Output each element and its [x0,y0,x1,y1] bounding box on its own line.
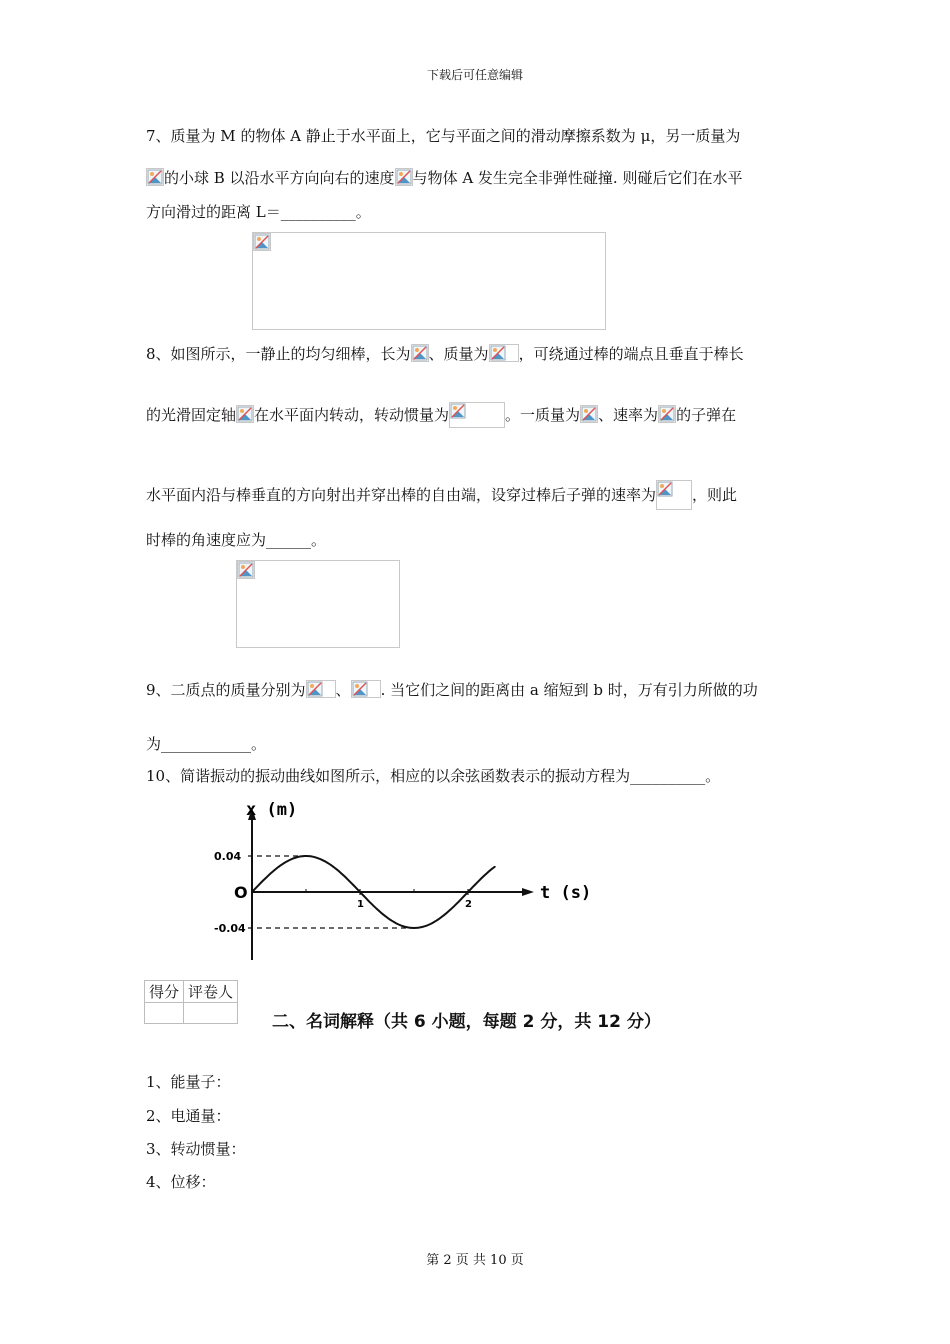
q8-line2 [146,402,736,428]
data-point [359,891,361,893]
q7-figure-placeholder [252,232,606,330]
page-footer: 第 2 页 共 10 页 [426,1253,524,1268]
y-tick-label: -0.04 [214,922,246,935]
section2-title: 二、名词解释（共 6 小题，每题 2 分，共 12 分） [272,1012,661,1032]
q7-line3: 方向滑过的距离 L＝__________。 [146,203,371,221]
q7-text-a: 的小球 B 以沿水平方向向右的速度 [164,169,395,187]
q8-text-e: 在水平面内转动，转动惯量为 [254,406,450,424]
page-header: 下载后可任意编辑 [426,68,523,82]
q8-text-j: ，则此 [692,486,738,504]
broken-image-icon [580,405,598,423]
x-axis-label: t (s) [540,883,592,903]
broken-image-icon [658,405,676,423]
data-point [467,891,469,893]
broken-image-icon [146,168,164,186]
q8-text-i: 水平面内沿与棒垂直的方向射出并穿出棒的自由端，设穿过棒后子弹的速率为 [146,486,657,504]
q7-line2 [146,168,742,188]
broken-image-icon [306,680,336,698]
q8-line1 [146,344,744,364]
x-tick-label: 1 [357,899,364,910]
grader-header: 评卷人 [184,981,238,1003]
q9-text-b: 、 [335,681,351,699]
broken-image-icon [236,405,254,423]
q8-text-c: ，可绕通过棒的端点且垂直于棒长 [518,345,744,363]
data-point [494,866,496,868]
score-header: 得分 [145,981,184,1003]
data-point [440,916,442,918]
broken-image-icon [395,168,413,186]
score-table [144,980,238,1024]
broken-image-icon [489,344,519,362]
score-cell [145,1003,184,1024]
data-point [332,866,334,868]
grader-cell [184,1003,238,1024]
data-point [251,891,253,893]
q7-text-b: 与物体 A 发生完全非弹性碰撞. 则碰后它们在水平 [412,169,743,187]
q8-line4: 时棒的角速度应为______。 [146,531,327,549]
q10-line1: 10、简谐振动的振动曲线如图所示，相应的以余弦函数表示的振动方程为__________。 [146,767,721,785]
x-axis-arrow [522,888,534,896]
broken-image-icon [656,480,692,510]
broken-image-icon [237,561,255,579]
term-item: 4、位移： [146,1173,216,1191]
term-item: 2、电通量： [146,1107,231,1125]
q9-text-a: 9、二质点的质量分别为 [146,681,306,699]
broken-image-icon [351,680,381,698]
data-point [278,866,280,868]
q9-line1 [146,680,758,700]
y-tick-label: 0.04 [214,850,242,863]
term-item: 1、能量子： [146,1073,231,1091]
q8-text-g: 、速率为 [598,406,659,424]
term-item: 3、转动惯量： [146,1140,246,1158]
q8-text-f: 。一质量为 [505,406,581,424]
q8-text-b: 、质量为 [428,345,489,363]
q9-line2: 为____________。 [146,735,267,753]
q7-line1: 7、质量为 M 的物体 A 静止于水平面上，它与平面之间的滑动摩擦系数为 μ，另一质量为 [146,127,741,145]
q8-text-a: 8、如图所示，一静止的均匀细棒，长为 [146,345,411,363]
broken-image-icon [411,344,429,362]
q8-line3 [146,480,737,510]
x-tick-label: 2 [465,899,472,910]
broken-image-icon [253,233,271,251]
q8-text-d: 的光滑固定轴 [146,406,237,424]
broken-image-icon [449,402,505,428]
oscillation-chart [200,796,600,966]
q8-text-h: 的子弹在 [676,406,737,424]
origin-label: O [234,883,248,902]
q9-text-c: . 当它们之间的距离由 a 缩短到 b 时，万有引力所做的功 [380,681,758,699]
data-point [413,927,415,929]
data-point [386,916,388,918]
y-axis-label: x (m) [246,800,298,820]
data-point [305,855,307,857]
q8-figure-placeholder [236,560,400,648]
